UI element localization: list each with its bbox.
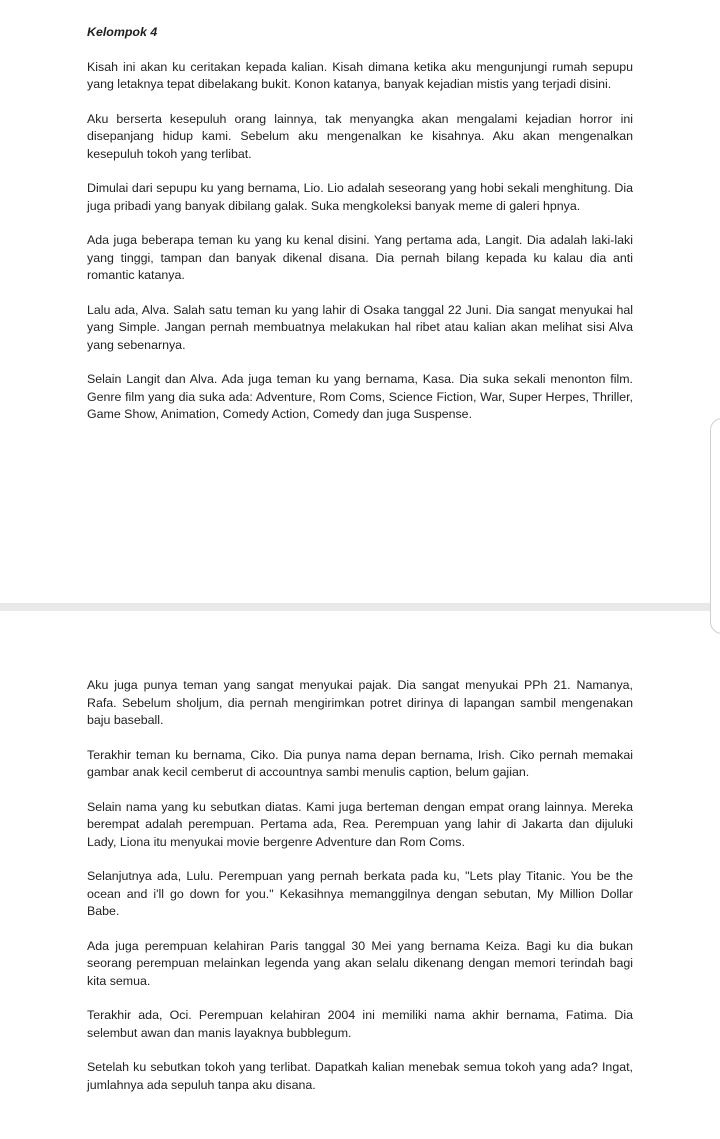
- paragraph: Aku juga punya teman yang sangat menyukai pajak. Dia sangat menyukai PPh 21. Namanya, Rafa. Sebelum sholjum, dia pernah mengirimkan potret dirinya di lapangan sambil mengenakan baju baseball.: [87, 678, 633, 727]
- paragraph: Selain Langit dan Alva. Ada juga teman ku yang bernama, Kasa. Dia suka sekali menonton film. Genre film yang dia suka ada: Adventure, Rom Coms, Science Fiction, War, Super Herpes, Thriller, Game Show, Animation, Comedy Action, Comedy dan juga Suspense.: [87, 372, 633, 421]
- paragraph: Aku berserta kesepuluh orang lainnya, tak menyangka akan mengalami kejadian horror ini disepanjang hidup kami. Sebelum aku mengenalkan ke kisahnya. Aku akan mengenalkan kesepuluh tokoh yang terlibat.: [87, 111, 633, 161]
- paragraph: Setelah ku sebutkan tokoh yang terlibat. Dapatkah kalian menebak semua tokoh yang ada? Ingat, jumlahnya ada sepuluh tanpa aku disana.: [87, 1060, 633, 1092]
- paragraph: Selanjutnya ada, Lulu. Perempuan yang pernah berkata pada ku, "Lets play Titanic. You be the ocean and i'll go down for you." Kekasihnya memanggilnya dengan sebutan, My Million Dollar Babe.: [87, 869, 633, 918]
- page-separator: [0, 603, 720, 611]
- document-page-2: [0, 611, 720, 1139]
- paragraph: Dimulai dari sepupu ku yang bernama, Lio. Lio adalah seseorang yang hobi sekali menghitung. Dia juga pribadi yang banyak dibilang galak. Suka mengkoleksi banyak meme di galeri hpnya.: [87, 181, 633, 213]
- paragraph: Ada juga perempuan kelahiran Paris tanggal 30 Mei yang bernama Keiza. Bagi ku dia bukan seorang perempuan melainkan legenda yang akan selalu dikenang dengan memori terindah bagi kita semua.: [87, 938, 633, 988]
- document-heading: Kelompok 4: [87, 25, 158, 39]
- paragraph: Selain nama yang ku sebutkan diatas. Kami juga berteman dengan empat orang lainnya. Mereka berempat adalah perempuan. Pertama ada, Rea. Perempuan yang lahir di Jakarta dan dijuluki Lady, Liona itu menyukai movie bergenre Adventure dan Rom Coms.: [87, 799, 633, 849]
- paragraph: Terakhir teman ku bernama, Ciko. Dia punya nama depan bernama, Irish. Ciko pernah memakai gambar anak kecil cemberut di accountnya sambi menulis caption, belum gajian.: [87, 747, 633, 779]
- paragraph: Ada juga beberapa teman ku yang ku kenal disini. Yang pertama ada, Langit. Dia adalah laki-laki yang tinggi, tampan dan banyak dikenal disana. Dia pernah bilang kepada ku kalau dia anti romantic katanya.: [87, 233, 633, 282]
- page-2-content: [87, 677, 633, 1111]
- paragraph: Lalu ada, Alva. Salah satu teman ku yang lahir di Osaka tanggal 22 Juni. Dia sangat menyukai hal yang Simple. Jangan pernah membuatnya melakukan hal ribet atau kalian akan melihat sisi Alva yang sebenarnya.: [87, 302, 633, 352]
- paragraph: Kisah ini akan ku ceritakan kepada kalian. Kisah dimana ketika aku mengunjungi rumah sepupu yang letaknya tepat dibelakang bukit. Konon katanya, banyak kejadian mistis yang terjadi disini.: [87, 59, 633, 91]
- side-scroll-handle[interactable]: [710, 418, 720, 634]
- paragraph: Terakhir ada, Oci. Perempuan kelahiran 2004 ini memiliki nama akhir bernama, Fatima. Dia selembut awan dan manis layaknya bubblegum.: [87, 1008, 633, 1040]
- page-1-content: [87, 24, 633, 441]
